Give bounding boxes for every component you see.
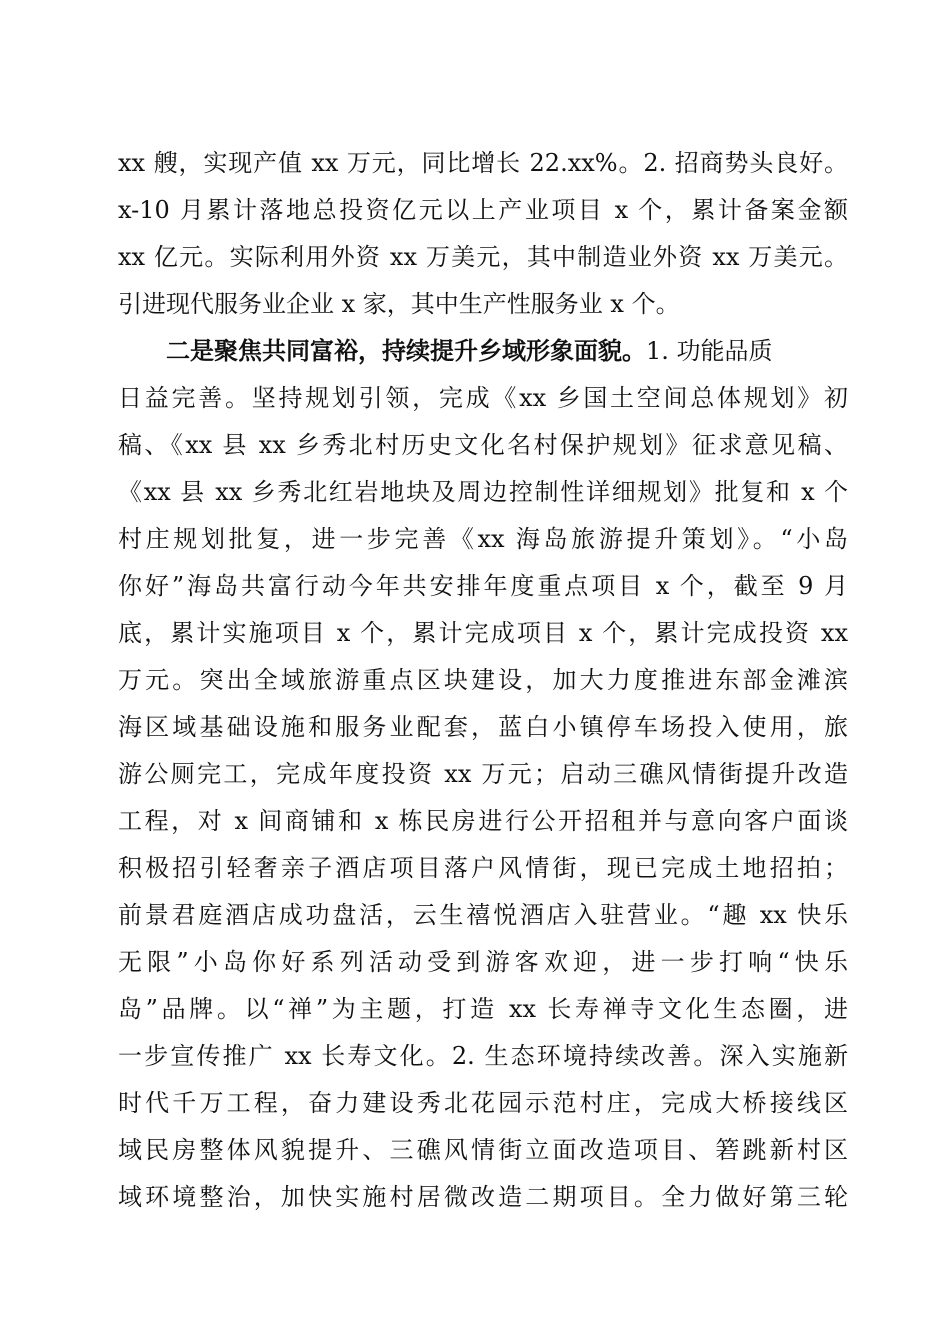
text-line: 域民房整体风貌提升、三礁风情街立面改造项目、箬跳新村区 xyxy=(118,1136,848,1164)
section-heading-line xyxy=(166,331,848,371)
text-line: 前景君庭酒店成功盘活，云生禧悦酒店入驻营业。“趣 xx 快乐 xyxy=(118,901,848,929)
text-line: 引进现代服务业企业 x 家，其中生产性服务业 x 个。 xyxy=(118,290,680,318)
text-line: 底，累计实施项目 x 个，累计完成项目 x 个，累计完成投资 xx xyxy=(118,619,848,647)
section-heading: 二是聚焦共同富裕，持续提升乡域形象面貌。 xyxy=(166,336,646,365)
text-line: 你好”海岛共富行动今年共安排年度重点项目 x 个，截至 9 月 xyxy=(118,572,848,600)
text-line: 工程，对 x 间商铺和 x 栋民房进行公开招租并与意向客户面谈 xyxy=(118,807,848,835)
text-fragment: 1. 功能品质 xyxy=(646,337,773,365)
text-line: xx 艘，实现产值 xx 万元，同比增长 22.xx%。2. 招商势头良好。 xyxy=(118,149,848,177)
text-line: 游公厕完工，完成年度投资 xx 万元；启动三礁风情街提升改造 xyxy=(118,760,848,788)
text-line: x-10 月累计落地总投资亿元以上产业项目 x 个，累计备案金额 xyxy=(118,196,848,224)
text-line: 万元。突出全域旅游重点区块建设，加大力度推进东部金滩滨 xyxy=(118,666,848,694)
text-line: 一步宣传推广 xx 长寿文化。2. 生态环境持续改善。深入实施新 xyxy=(118,1042,848,1070)
text-line: 稿、《xx 县 xx 乡秀北村历史文化名村保护规划》征求意见稿、 xyxy=(118,431,848,459)
text-line: 《xx 县 xx 乡秀北红岩地块及周边控制性详细规划》批复和 x 个 xyxy=(118,478,848,506)
text-line: 域环境整治，加快实施村居微改造二期项目。全力做好第三轮 xyxy=(118,1183,848,1211)
text-line: 积极招引轻奢亲子酒店项目落户风情街，现已完成土地招拍； xyxy=(118,854,848,882)
text-line: 海区域基础设施和服务业配套，蓝白小镇停车场投入使用，旅 xyxy=(118,713,848,741)
text-line: 村庄规划批复，进一步完善《xx 海岛旅游提升策划》。“小岛 xyxy=(118,525,848,553)
text-line: 时代千万工程，奋力建设秀北花园示范村庄，完成大桥接线区 xyxy=(118,1089,848,1117)
text-line: 无限”小岛你好系列活动受到游客欢迎，进一步打响“快乐 xyxy=(118,948,848,976)
text-line: 岛”品牌。以“禅”为主题，打造 xx 长寿禅寺文化生态圈，进 xyxy=(118,995,848,1023)
text-line: 日益完善。坚持规划引领，完成《xx 乡国土空间总体规划》初 xyxy=(118,384,848,412)
text-line: xx 亿元。实际利用外资 xx 万美元，其中制造业外资 xx 万美元。 xyxy=(118,243,848,271)
